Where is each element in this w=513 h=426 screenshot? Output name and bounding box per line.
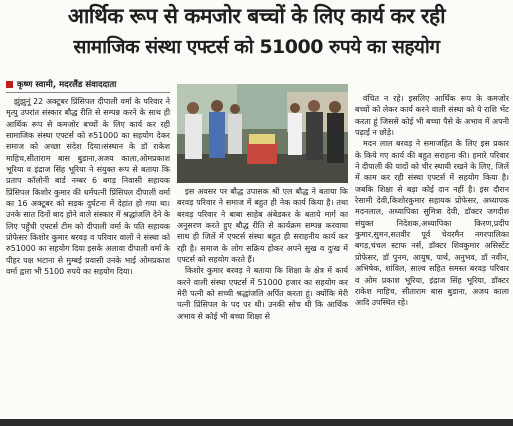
- column-3-paragraph-1: वंचित न रहे। इसलिए आर्थिक रूप के कमजोर बच्चों को लेकर कार्य करने वाली संस्था को ये राशि भेंट करता हूं जिससे कोई भी बच्चा पैसे के अभाव में अपनी पढ़ाई न छोड़े।: [355, 94, 509, 138]
- byline: [6, 79, 171, 90]
- article-column-3: [355, 93, 509, 420]
- photo-illustration: [177, 84, 348, 183]
- bullet-icon: [6, 81, 13, 88]
- headline-line-1: आर्थिक रूप से कमजोर बच्चों के लिए कार्य कर रही: [67, 4, 446, 28]
- next-headline-strip: [0, 419, 513, 426]
- byline-text: कृष्ण स्वामी, मदरलैंड संवाददाता: [17, 80, 117, 90]
- byline-rule: [6, 92, 170, 93]
- column-3-paragraph-2: मदन लाल बरवड़ ने समाजहित के लिए इस प्रकार के किये गए कार्य की बहुत सराहना की। हमारे परिवार ने दीपाली की यादों को चीर स्थायी रखने के लिए, जिलें में काम कर रही संस्था एफ्टर्स में सहयोग किया है। जबकि शिक्षा से बड़ा कोई दान नहीं है। इस दौरान रेसामी देवी,किशोरकुमार सहायक प्रोफेसर, अध्यापक मदनलाल, अध्यापिका सुमित्रा देवी, डॉक्टर जगदीश संयुक्त निदेशक,अध्यापिका किरण,प्रदीप कुमार,सुमन,सतवीर पूर्व चेयरमैन नगरपालिका बगड़,चंचल स्टाफ नर्स, डॉक्टर शिवकुमार असिस्टेंट प्रोफेसर, डॉ पुनम, आयुष, पार्थ, अनुभव, डॉ नवीन, अभिषेक, शांविल, साल्व सहित समस्त बरवड़ परिवार व ओम प्रकाश भूरिया, इंद्राज सिंह भूरिया, डॉक्टर राकेश माहिच, सीताराम बास बुडाना, अजय काला आदि उपस्थित रहे।: [355, 139, 509, 308]
- article-column-1: [6, 96, 170, 420]
- column-1-text: झुंझुनूं 22 अक्टूबर प्रिंसिपल दीपाली वर्मा के परिवार ने मृत्यु उपरांत संस्कार बौद्ध रीति से सम्पन्न करने के साथ ही आर्थिक रूप से कमजोर बच्चों के लिए कार्य कर रही सामाजिक संस्था एफ्टर्स को रु51000 का सहयोग देकर समाज को अच्छा संदेश दिया।संस्थान के डॉ राकेश माहिच,सीताराम बास बुडाना,अजय काला,ओमप्रकाश भूरिया व इंद्राज सिंह भूरिया ने संयुक्त रूप से बताया कि प्रताप कॉलोनी बार्ड नम्बर 6 बगड़ निवासी सहायक प्रिंसिपल किशोर कुमार की धर्मपत्नी प्रिंसिपल दीपाली वर्मा का 16 अक्टूबर को सड़क दुर्घटना में देहांत हो गया था।उनके सात दिनों बाद होने वाले संस्कार में श्रद्धांजलि देने के लिए पहुँची एफ्टर्स टीम को दीपाली वर्मा के पति सहायक प्रोफेसर किशोर कुमार बरवड़ व परिवार वालों ने संस्था को रु51000 का सहयोग दिया इसके अलावा दीपाली वर्मा के पीहर पक्ष भटाना से मुम्बई प्रवासी उनके भाई ओमप्रकाश वर्मा द्वारा भी 5100 रुपये का सहयोग दिया।: [6, 97, 170, 277]
- column-2-paragraph-1: इस अवसर पर बौद्ध उपासक श्री एल बौद्ध ने बताया कि बरवड़ परिवार ने समाज में बहुत ही नेक कार्य किया है। तथा बरवड़ परिवार ने बाबा साहेब अंबेडकर के बताये मार्ग का अनुसरण करते हुए बौद्ध रीति से कार्यक्रम सम्पन्न करवाया साथ ही जिलें में एफ्टर्स संस्था बहुत ही सराहनीय कार्य कर रही है। समाज के लोग सक्रिय होकर अपने सुख व दुःख में एफ्टर्स को सहयोग करते हैं।: [177, 187, 348, 265]
- headline-line-2: सामाजिक संस्था एफ्टर्स को 51000 रुपये का सहयोग: [73, 36, 440, 58]
- column-2-paragraph-2: किशोर कुमार बरवड़ ने बताया कि शिक्षा के क्षेत्र में कार्य करने वाली संस्था एफ्टर्स में 51000 हजार का सहयोग कर मेरी पत्नी को सच्ची श्रद्धांजलि अर्पित करता हूं। क्योंकि मेरी पत्नी प्रिंसिपल के पद पर थी। उनकी सोच थी कि आर्थिक अभाव से कोई भी बच्चा शिक्षा से: [177, 266, 348, 321]
- article-column-2: [177, 186, 348, 420]
- news-photo: [177, 84, 348, 183]
